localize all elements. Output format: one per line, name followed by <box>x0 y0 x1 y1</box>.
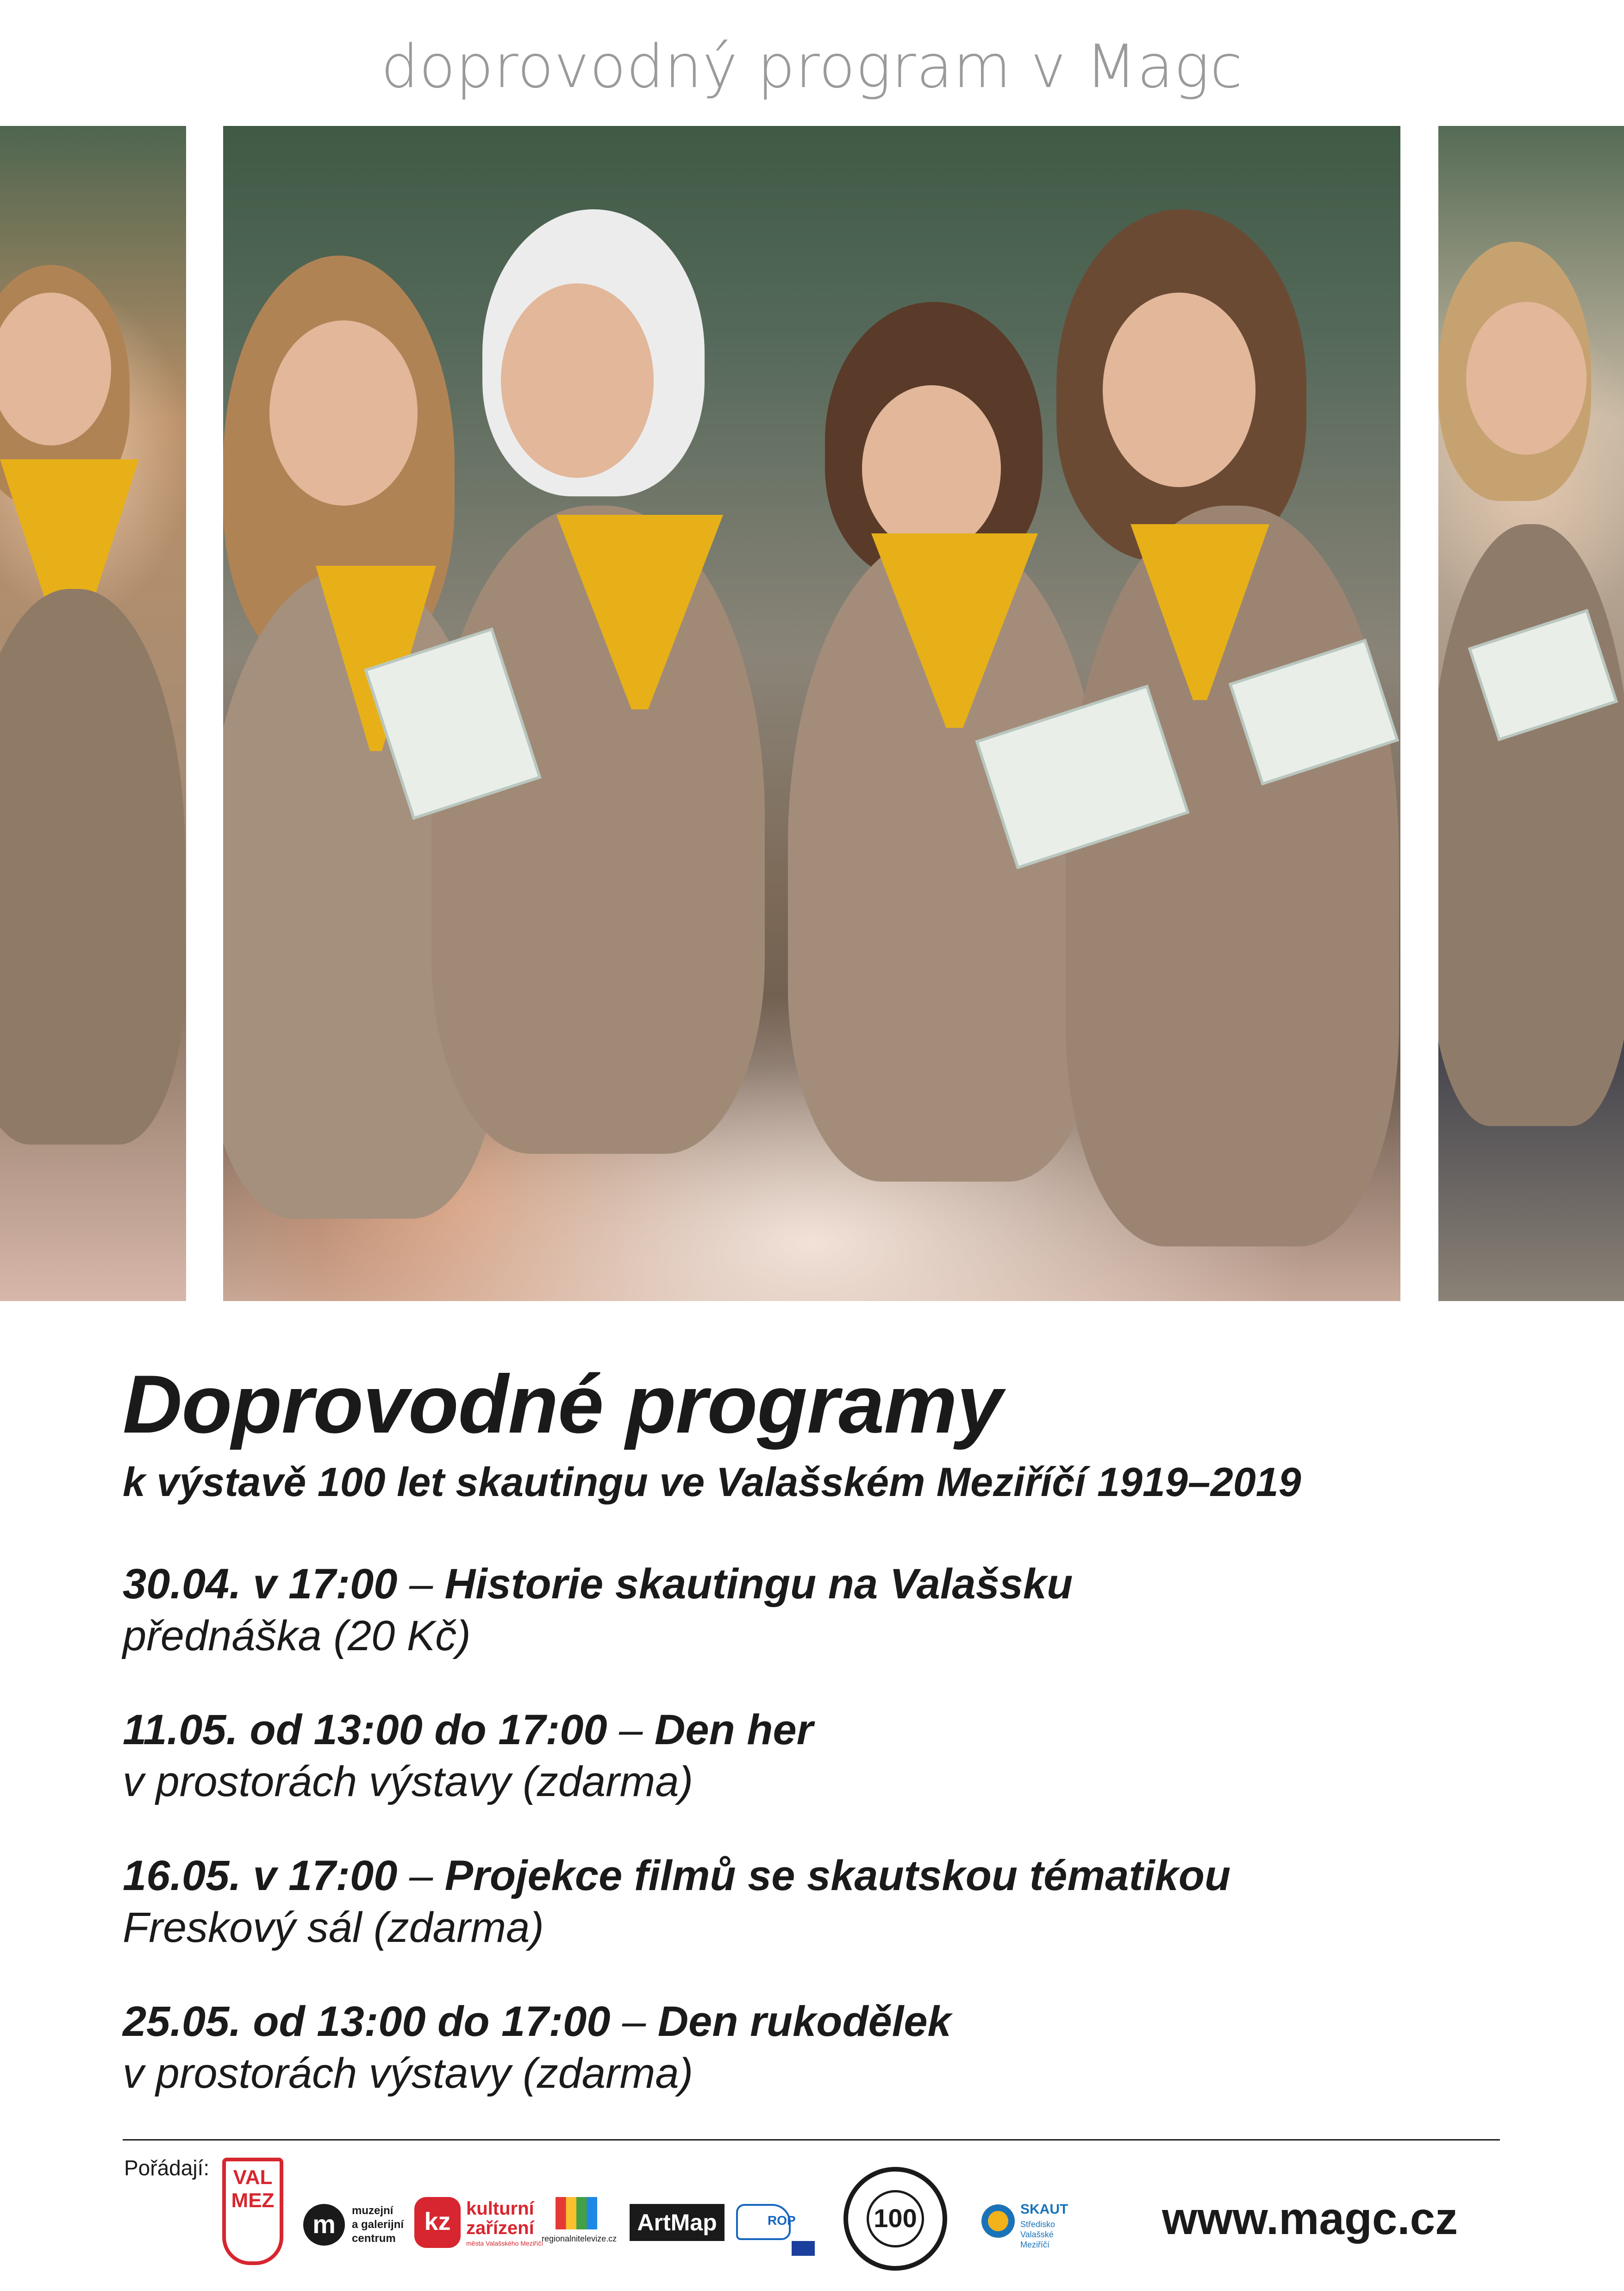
scout-100-text: 100 <box>867 2190 924 2247</box>
kulturni-zarizeni-logo <box>414 2197 544 2257</box>
event-detail: v prostorách výstavy (zdarma) <box>123 2050 693 2097</box>
event-item <box>123 1850 1512 1996</box>
photo-left-panel <box>0 126 186 1301</box>
fleur-de-lis-icon <box>981 2204 1015 2238</box>
event-dash: – <box>622 1998 646 2045</box>
events-list <box>123 1558 1512 2141</box>
rop-text: ROP <box>768 2213 796 2228</box>
event-item <box>123 1704 1512 1850</box>
main-title: Doprovodné programy <box>123 1358 1002 1450</box>
skaut-small-line: Středisko <box>1020 2220 1056 2229</box>
rtv-text: regionalnitelevize.cz <box>542 2234 617 2243</box>
event-dash: – <box>619 1706 643 1753</box>
event-title: Projekce filmů se skautskou tématikou <box>444 1852 1231 1899</box>
rop-logo <box>736 2195 829 2255</box>
organizers-label: Pořádají: <box>124 2156 210 2180</box>
artmap-logo: ArtMap <box>630 2204 725 2241</box>
mgc-text-line: centrum <box>352 2232 396 2245</box>
kz-text-line: kulturní <box>466 2198 534 2219</box>
event-dash: – <box>409 1560 433 1608</box>
photo-main-panel <box>223 126 1400 1301</box>
skaut-small-line: Valašské Meziříčí <box>1020 2230 1054 2249</box>
photo-right-panel <box>1438 126 1624 1301</box>
event-title: Den her <box>654 1706 813 1753</box>
mgc-text-line: a galerijní <box>352 2218 404 2231</box>
eu-flag-icon <box>792 2241 815 2256</box>
event-when: 30.04. v 17:00 <box>123 1560 398 1608</box>
subtitle: k výstavě 100 let skautingu ve Valašském Meziříčí 1919–2019 <box>123 1459 1301 1505</box>
skaut-text: SKAUT <box>1020 2202 1068 2217</box>
valmez-logo: VAL MEZ <box>222 2158 283 2265</box>
skaut-logo <box>981 2202 1083 2253</box>
kz-text-line: zařízení <box>466 2218 534 2238</box>
rtv-mark-icon <box>556 2197 597 2229</box>
mgc-text-line: muzejní <box>352 2204 394 2217</box>
event-when: 25.05. od 13:00 do 17:00 <box>123 1998 611 2045</box>
scout-100-years-seal <box>843 2167 947 2271</box>
event-when: 16.05. v 17:00 <box>123 1852 398 1899</box>
kz-mark-icon: kz <box>414 2197 461 2248</box>
page-header-title: doprovodný program v Magc <box>381 32 1243 101</box>
event-detail: Freskový sál (zdarma) <box>123 1904 544 1951</box>
event-item <box>123 1558 1512 1704</box>
event-dash: – <box>409 1852 433 1899</box>
event-item <box>123 1996 1512 2141</box>
website-url[interactable]: www.magc.cz <box>1162 2193 1458 2244</box>
regionalni-televize-logo <box>542 2197 617 2257</box>
mgc-mark-icon: m <box>303 2204 345 2246</box>
event-detail: v prostorách výstavy (zdarma) <box>123 1758 693 1805</box>
event-title: Historie skautingu na Valašsku <box>444 1560 1073 1608</box>
event-when: 11.05. od 13:00 do 17:00 <box>123 1706 607 1753</box>
footer-divider <box>123 2139 1500 2141</box>
event-detail: přednáška (20 Kč) <box>123 1612 471 1659</box>
kz-small-text: města Valašského Meziříčí <box>466 2240 543 2247</box>
event-title: Den rukodělek <box>657 1998 951 2045</box>
